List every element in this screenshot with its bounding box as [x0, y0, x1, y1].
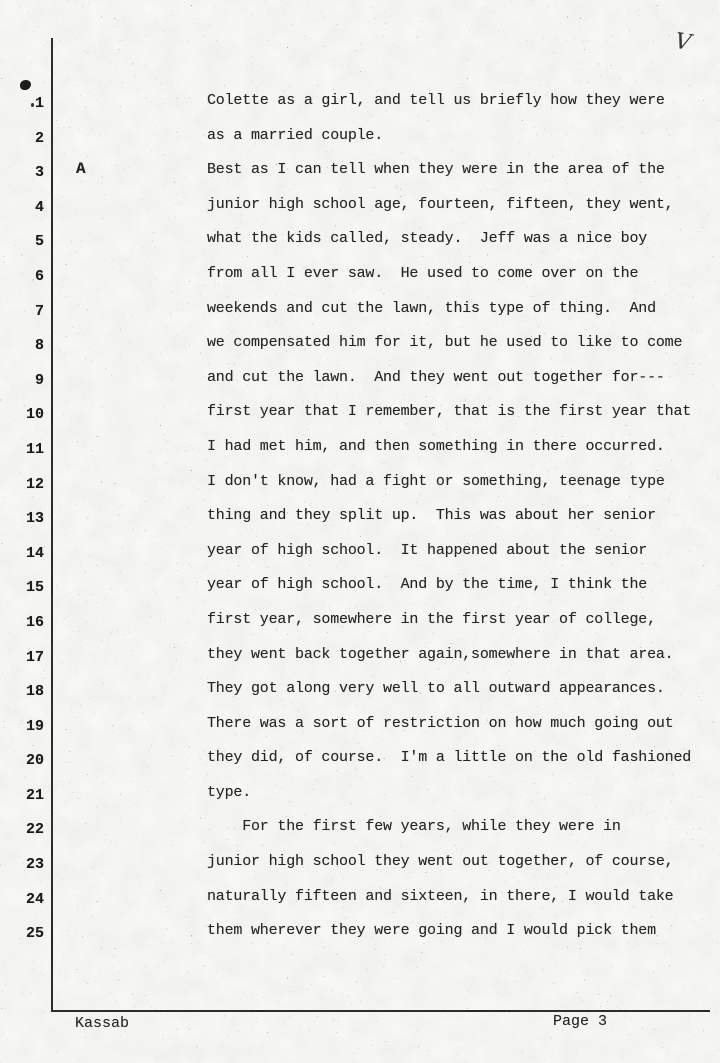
transcript-line — [0, 810, 714, 845]
line-text: year of high school. It happened about the senior — [207, 541, 648, 559]
line-number: 20 — [25, 752, 44, 770]
line-number: 18 — [25, 683, 44, 701]
transcript-line — [0, 914, 714, 949]
line-number: 11 — [25, 440, 44, 458]
line-text: Best as I can tell when they were in the area of the — [207, 161, 665, 179]
line-number: 2 — [34, 129, 44, 147]
transcript-line — [0, 222, 714, 257]
line-text: first year that I remember, that is the first year that — [207, 403, 692, 421]
line-number: 7 — [34, 302, 44, 320]
transcript-line — [0, 741, 714, 776]
line-text: year of high school. And by the time, I think the — [207, 576, 648, 594]
handwritten-check-mark: V — [673, 28, 693, 57]
line-number: 13 — [25, 510, 44, 528]
transcript-line — [0, 880, 714, 915]
transcript-body — [0, 84, 714, 949]
line-number: 19 — [25, 717, 44, 735]
line-text: as a married couple. — [207, 126, 384, 144]
line-text: we compensated him for it, but he used to like to come — [207, 334, 683, 352]
line-number: 25 — [25, 925, 44, 943]
line-number: 3 — [34, 164, 44, 182]
transcript-line — [0, 707, 714, 742]
line-text: For the first few years, while they were in — [207, 818, 621, 836]
line-number: 23 — [25, 856, 44, 874]
line-number: 10 — [25, 406, 44, 424]
answer-marker: A — [76, 160, 86, 178]
transcript-line — [0, 465, 714, 500]
transcript-line — [0, 845, 714, 880]
line-number: 6 — [34, 267, 44, 285]
line-text: type. — [207, 783, 252, 801]
line-number: 16 — [25, 613, 44, 631]
line-text: from all I ever saw. He used to come over on the — [207, 264, 639, 282]
transcript-line — [0, 84, 714, 119]
line-number: 24 — [25, 890, 44, 908]
line-number: 14 — [25, 544, 44, 562]
line-number: 12 — [25, 475, 44, 493]
transcript-line — [0, 361, 714, 396]
line-number: 21 — [25, 786, 44, 804]
transcript-line — [0, 395, 714, 430]
transcript-line — [0, 534, 714, 569]
transcript-line — [0, 292, 714, 327]
transcript-line — [0, 326, 714, 361]
line-text: they went back together again,somewhere in that area. — [207, 645, 674, 663]
line-number: 1 — [34, 95, 44, 112]
transcript-line — [0, 603, 714, 638]
transcript-line — [0, 153, 714, 188]
transcript-line — [0, 776, 714, 811]
transcript-line — [0, 638, 714, 673]
line-text: I had met him, and then something in there occurred. — [207, 437, 665, 455]
transcript-line — [0, 672, 714, 707]
line-number: 5 — [34, 233, 44, 251]
line-text: and cut the lawn. And they went out together for--- — [207, 368, 665, 386]
transcript-line — [0, 499, 714, 534]
transcript-line — [0, 430, 714, 465]
transcript-line — [0, 568, 714, 603]
footer-page-number: Page 3 — [553, 1013, 608, 1030]
footer-horizontal-rule — [51, 1010, 710, 1012]
footer-deponent-name: Kassab — [75, 1015, 130, 1032]
line-text: thing and they split up. This was about her senior — [207, 507, 656, 525]
transcript-line — [0, 119, 714, 154]
line-text: There was a sort of restriction on how much going out — [207, 714, 674, 732]
transcript-line — [0, 257, 714, 292]
line-text: naturally fifteen and sixteen, in there, I would take — [207, 887, 674, 905]
line-text: junior high school they went out together, of course, — [207, 853, 674, 871]
line-number: 9 — [34, 371, 44, 389]
line-number: 4 — [34, 198, 44, 216]
line-text: what the kids called, steady. Jeff was a nice boy — [207, 230, 648, 248]
line-number: 22 — [25, 821, 44, 839]
transcript-line — [0, 188, 714, 223]
line-text: junior high school age, fourteen, fifteen, they went, — [207, 195, 674, 213]
line-text: first year, somewhere in the first year of college, — [207, 610, 656, 628]
line-text: they did, of course. I'm a little on the old fashioned — [207, 749, 692, 767]
line-text: weekends and cut the lawn, this type of thing. And — [207, 299, 656, 317]
line-text: They got along very well to all outward appearances. — [207, 680, 665, 698]
line-text: them wherever they were going and I would pick them — [207, 922, 656, 940]
line-text: I don't know, had a fight or something, teenage type — [207, 472, 665, 490]
line-number: 8 — [34, 337, 44, 355]
line-number: 15 — [25, 579, 44, 597]
line-text: Colette as a girl, and tell us briefly how they were — [207, 92, 665, 109]
line-number: 17 — [25, 648, 44, 666]
